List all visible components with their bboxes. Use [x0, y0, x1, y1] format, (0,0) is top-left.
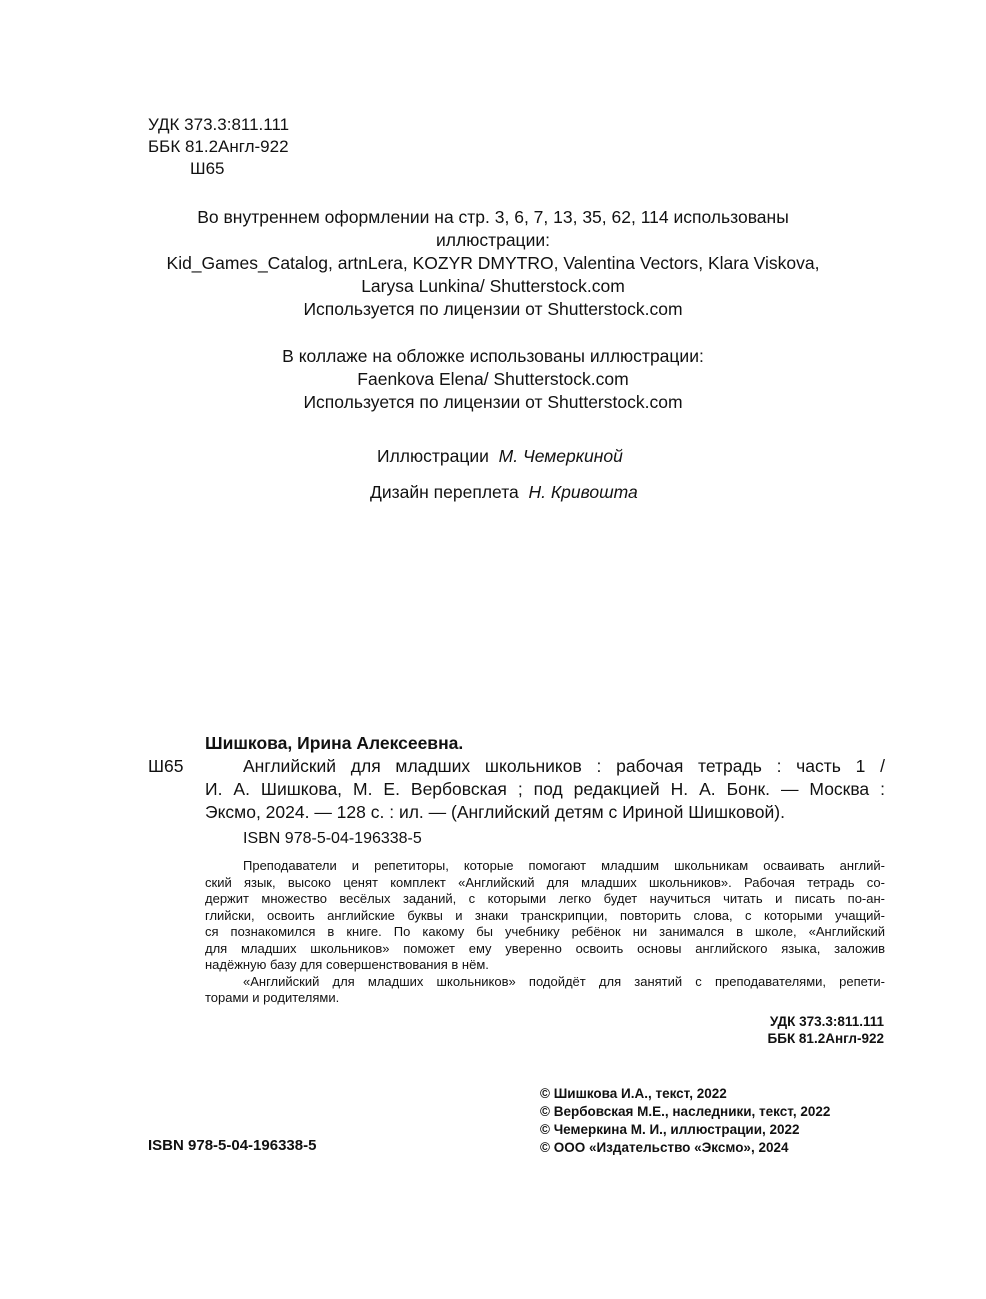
- illustrations-license: Используется по лицензии от Shutterstock.com: [303, 299, 683, 319]
- cover-license: Используется по лицензии от Shutterstock.com: [303, 392, 683, 412]
- illustrations-line-3: Kid_Games_Catalog, artnLera, KOZYR DMYTRO, Valentina Vectors, Klara Viskova,: [166, 253, 820, 273]
- bib-description: [205, 755, 885, 824]
- copyright-line: © ООО «Издательство «Эксмо», 2024: [540, 1140, 789, 1155]
- cover-line-2: Faenkova Elena/ Shutterstock.com: [357, 369, 629, 389]
- designer-label: Дизайн переплета: [370, 482, 519, 502]
- annotation: [205, 858, 885, 1007]
- copyright-line: © Вербовская М.Е., наследники, текст, 2022: [540, 1104, 831, 1119]
- illustrator-credit: [377, 445, 623, 468]
- illustrator-name: М. Чемеркиной: [498, 446, 623, 466]
- bib-line-1: Английский для младших школьников : рабочая тетрадь : часть 1 /: [243, 756, 885, 776]
- cover-line-1: В коллаже на обложке использованы иллюстрации:: [282, 346, 704, 366]
- bbk-code-right: ББК 81.2Англ-922: [767, 1031, 884, 1046]
- annotation-line: для младших школьников» поможет ему уверенно освоить основы английского языка, заложив: [205, 940, 885, 956]
- bib-author-heading: Шишкова, Ирина Алексеевна.: [205, 733, 464, 753]
- designer-credit: [370, 481, 638, 504]
- annotation-line: ский язык, высоко ценят комплект «Английский для младших школьников». Рабочая тетрадь со-: [205, 874, 885, 890]
- annotation-line: надёжную базу для совершенствования в нём.: [205, 957, 489, 972]
- annotation-line: торами и родителями.: [205, 990, 340, 1005]
- annotation-line: держит множество весёлых заданий, с которыми легко будет научиться читать и писать по-ан-: [205, 891, 885, 906]
- author-mark: Ш65: [190, 159, 225, 178]
- udk-code-right: УДК 373.3:811.111: [769, 1014, 884, 1029]
- bib-author-mark: Ш65: [148, 756, 184, 776]
- illustrator-label: Иллюстрации: [377, 446, 489, 466]
- bib-line-2: И. А. Шишкова, М. Е. Вербовская ; под редакцией Н. А. Бонк. — Москва :: [205, 779, 885, 799]
- bib-line-3: Эксмо, 2024. — 128 с. : ил. — (Английский детям с Ириной Шишковой).: [205, 802, 785, 822]
- annotation-line: глийски, освоить английские буквы и знаки транскрипции, повторить слова, с которыми учащий-: [205, 907, 885, 923]
- annotation-line: ся познакомился в книге. По какому бы учебнику ребёнок ни занимался в школе, «Английский: [205, 924, 885, 939]
- bbk-code: ББК 81.2Англ-922: [148, 137, 289, 156]
- illustrations-line-2: иллюстрации:: [436, 230, 550, 250]
- annotation-line: Преподаватели и репетиторы, которые помогают младшим школьникам осваивать англий-: [243, 858, 885, 873]
- designer-name: Н. Кривошта: [528, 482, 638, 502]
- udk-code: УДК 373.3:811.111: [148, 115, 290, 134]
- illustrations-line-1: Во внутреннем оформлении на стр. 3, 6, 7, 13, 35, 62, 114 использованы: [197, 207, 789, 227]
- copyright-line: © Шишкова И.А., текст, 2022: [540, 1086, 727, 1101]
- copyright-line: © Чемеркина М. И., иллюстрации, 2022: [540, 1122, 800, 1137]
- annotation-line: «Английский для младших школьников» подойдёт для занятий с преподавателями, репети-: [243, 973, 885, 989]
- bib-isbn: ISBN 978-5-04-196338-5: [243, 830, 422, 847]
- isbn-bottom: ISBN 978-5-04-196338-5: [148, 1137, 317, 1154]
- illustrations-line-4: Larysa Lunkina/ Shutterstock.com: [361, 276, 625, 296]
